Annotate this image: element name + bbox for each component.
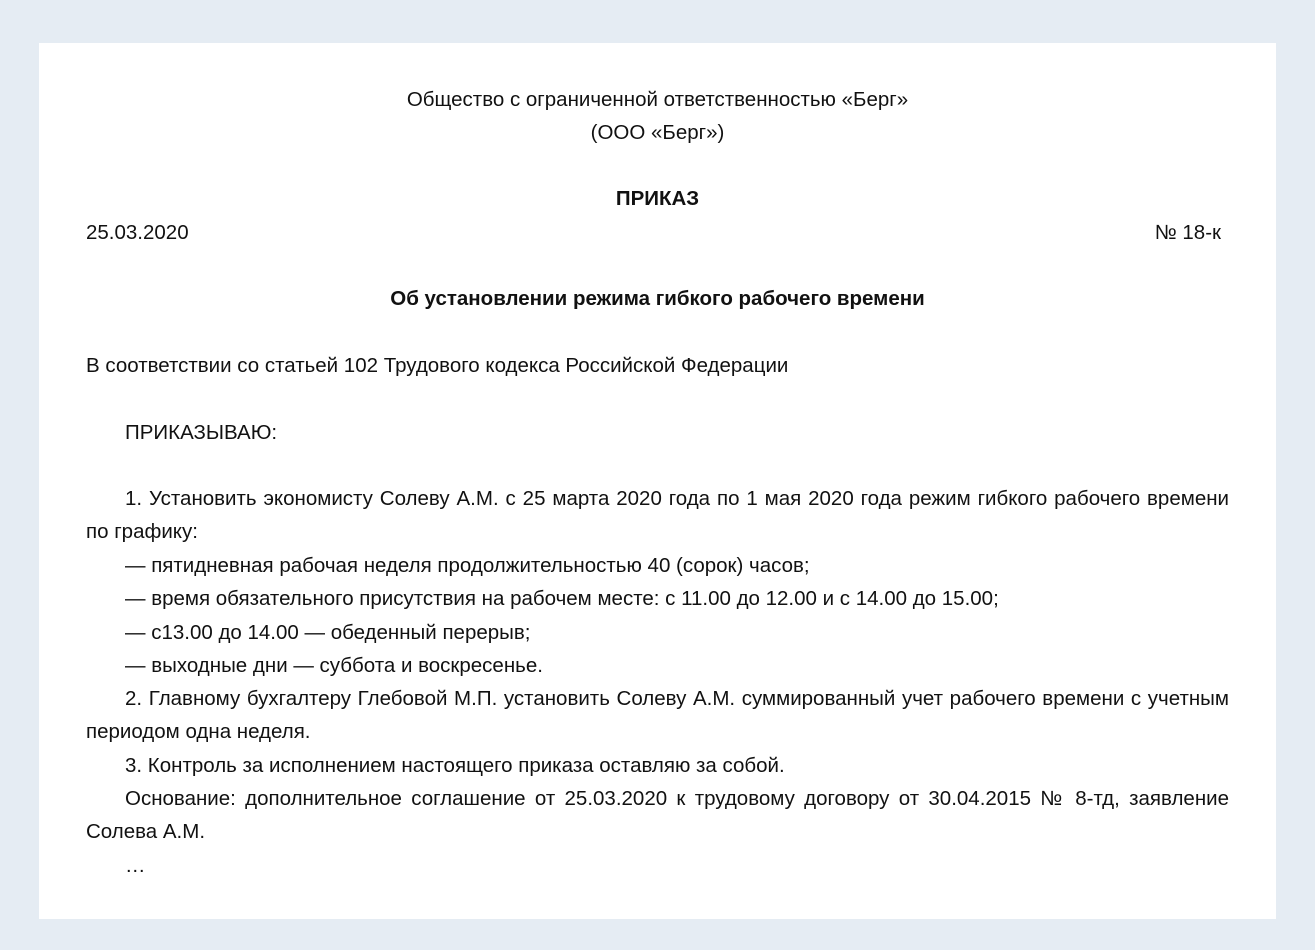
- org-full-name: Общество с ограниченной ответственностью «Берг»: [406, 88, 909, 111]
- bullet-4: — выходные дни — суббота и воскресенье.: [125, 654, 543, 677]
- order-number: № 18-к: [1154, 221, 1221, 244]
- order-date-number-row: [86, 216, 1229, 249]
- order-title: ПРИКАЗ: [615, 187, 700, 210]
- bullet-1: — пятидневная рабочая неделя продолжительностью 40 (сорок) часов;: [125, 554, 810, 577]
- item-1: 1. Установить экономисту Солеву А.М. с 25 марта 2020 года по 1 мая 2020 года режим гибкого рабочего времени по графику:: [86, 487, 1229, 544]
- order-date: 25.03.2020: [86, 221, 189, 244]
- basis-law: В соответствии со статьей 102 Трудового кодекса Российской Федерации: [86, 354, 789, 377]
- org-short-name: (ООО «Берг»): [590, 121, 725, 144]
- bullet-3: — с13.00 до 14.00 — обеденный перерыв;: [125, 621, 531, 644]
- item-2: 2. Главному бухгалтеру Глебовой М.П. установить Солеву А.М. суммированный учет рабочего времени с учетным периодом одна неделя.: [86, 687, 1229, 744]
- ellipsis: …: [125, 854, 146, 877]
- basis-document: Основание: дополнительное соглашение от 25.03.2020 к трудовому договору от 30.04.2015 № 8-тд, заявление Солева А.М.: [86, 787, 1229, 844]
- bullet-2: — время обязательного присутствия на рабочем месте: с 11.00 до 12.00 и с 14.00 до 15.00;: [125, 587, 999, 610]
- order-word: ПРИКАЗЫВАЮ:: [125, 421, 278, 444]
- document-sheet: [39, 43, 1276, 919]
- order-subject: Об установлении режима гибкого рабочего времени: [390, 287, 925, 310]
- item-3: 3. Контроль за исполнением настоящего приказа оставляю за собой.: [125, 754, 785, 777]
